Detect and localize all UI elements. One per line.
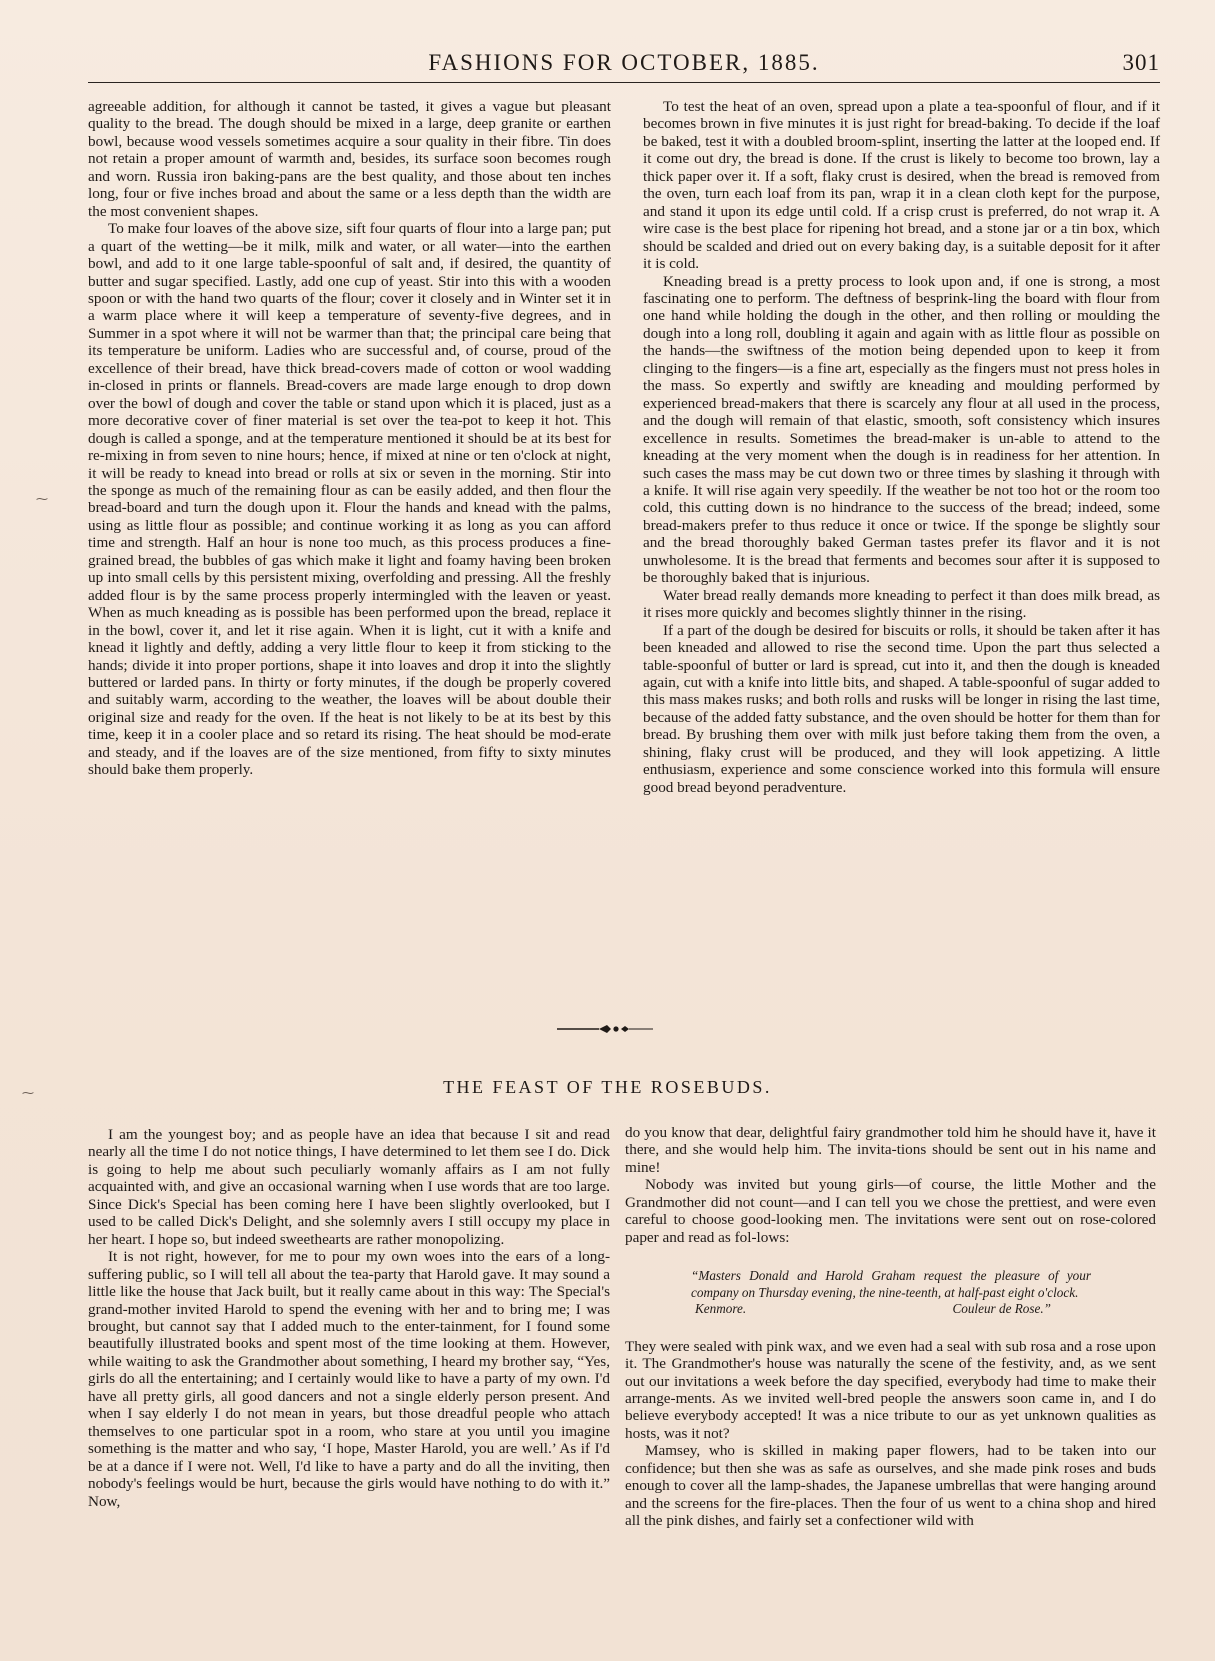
invitation-signature: Couleur de Rose.” <box>952 1301 1051 1317</box>
rosebuds-left-column <box>88 1126 610 1510</box>
paragraph: Mamsey, who is skilled in making paper flowers, had to be taken into our confidence; but then she was as safe as ourselves, and she made pink roses and buds enough to cover all the lamp-shades, the Japanese umbrellas that were hanging around and the screens for the fire-places. Then the four of us went to a china shop and hired all the pink dishes, and fairly set a confectioner wild with <box>625 1442 1156 1530</box>
margin-mark: ⁓ <box>22 1086 34 1100</box>
invitation-quote <box>691 1268 1091 1318</box>
article-title: THE FEAST OF THE ROSEBUDS. <box>443 1077 772 1097</box>
page-number: 301 <box>1122 50 1160 75</box>
margin-mark: ⁓ <box>36 492 48 506</box>
paragraph: do you know that dear, delightful fairy grandmother told him he should have it, have it there, and she would help him. The invita-tions should be sent out in his name and mine! <box>625 1124 1156 1176</box>
paragraph: To make four loaves of the above size, sift four quarts of flour into a large pan; put a quart of the wetting—be it milk, milk and water, or all water—into the earthen bowl, and add to it one large table-spoonful of salt and, if desired, the quantity of butter and sugar specified. Lastly, add one cup of yeast. Stir into this with a wooden spoon or with the hand two quarts of the flour; cover it closely and in Winter set it in a warm place where it will keep a temperature of seventy-five degrees, and in Summer in a spot where it will not be warmer than that; the principal care being that its temperature be uniform. Ladies who are successful and, of course, proud of the excellence of their bread, have thick bread-covers made of cotton or wool wadding in-closed in prints or flannels. Bread-covers are made large enough to drop down over the bowl of dough and cover the table or stand upon which it is placed, just as a more decorative cover of finer material is set over the tea-pot to keep it hot. This dough is called a sponge, and at the temperature mentioned it should be at its best for re-mixing in from seven to nine hours; hence, if mixed at nine or ten o'clock at night, it will be ready to knead into bread or rolls at six or seven in the morning. Stir into the sponge as much of the remaining flour as can be easily added, and then flour the bread-board and turn the dough upon it. Flour the hands and knead with the palms, using as little flour as possible; and continue working it as long as you can afford time and strength. Half an hour is none too much, as this process produces a fine-grained bread, the bubbles of gas which make it light and foamy having been broken up into small cells by this persistent mixing, overfolding and pressing. All the freshly added flour is by the same process properly intermingled with the leaven or yeast. When as much kneading as is possible has been performed upon the bread, replace it in the bowl, cover it, and let it rise again. When it is light, cut it with a knife and knead it lightly and deftly, adding a very little flour to keep it from sticking to the hands; divide it into proper portions, shape it into loaves and drop it into the slightly buttered or larded pans. In thirty or forty minutes, if the dough be properly covered and suitably warm, according to the weather, the loaves will be about double their original size and ready for the oven. If the heat is not likely to be at its best by this time, keep it in a cooler place and so retard its rising. The heat should be mod-erate and steady, and if the loaves are of the size mentioned, from fifty to sixty minutes should bake them properly. <box>88 220 611 779</box>
section-divider-ornament-icon <box>555 1022 665 1036</box>
paragraph: They were sealed with pink wax, and we even had a seal with sub rosa and a rose upon it. The Grandmother's house was naturally the scene of the festivity, and, as we sent out our invitations a week before the day specified, everybody had time to make their arrange-ments. As we invited well-bred people the answers soon came in, and I do believe everybody accepted! It was a nice tribute to our as yet unknown qualities as hosts, was it not? <box>625 1337 1156 1442</box>
paragraph: Water bread really demands more kneading to perfect it than does milk bread, as it rises more quickly and becomes slightly thinner in the rising. <box>643 586 1160 622</box>
paragraph: If a part of the dough be desired for biscuits or rolls, it should be taken after it has been kneaded and allowed to rise the second time. Upon the part thus selected a table-spoonful of butter or lard is spread, cut into it, and then the dough is kneaded again, cut with a knife into little bits, and shaped. A table-spoonful of sugar added to this mass makes rusks; and both rolls and rusks will be longer in rising the last time, because of the added fatty substance, and the oven should be hotter for them than for bread. By brushing them over with milk just before taking them from the oven, a shining, flaky crust will be produced, and they will look appetizing. A little enthusiasm, experience and some conscience worked into this formula will ensure good bread beyond peradventure. <box>643 621 1160 796</box>
paragraph: I am the youngest boy; and as people have an idea that because I sit and read nearly all the time I do not notice things, I have determined to let them see I do. Dick is going to help me about such peculiarly womanly affairs as I am not fully acquainted with, and give an occasional warning when I use words that are too large. Since Dick's Special has been coming here I have been slightly overlooked, but I used to be called Dick's Delight, and she solemnly avers I still occupy my place in her heart. I hope so, but indeed sweethearts are rather monopolizing. <box>88 1126 610 1248</box>
invitation-place: Kenmore. <box>695 1301 747 1317</box>
rosebuds-right-column <box>625 1124 1156 1530</box>
paragraph: agreeable addition, for although it cannot be tasted, it gives a vague but pleasant quality to the bread. The dough should be mixed in a large, deep granite or earthen bowl, because wood vessels sometimes acquire a sour quality in their fibre. Tin does not retain a proper amount of warmth and, besides, its surface soon becomes rough and worn. Russia iron baking-pans are the best quality, and those about ten inches long, four or five inches broad and about the same or a less depth than the width are the most convenient shapes. <box>88 98 611 220</box>
page-header-title: FASHIONS FOR OCTOBER, 1885. <box>428 50 820 75</box>
paragraph: It is not right, however, for me to pour my own woes into the ears of a long-suffering public, so I will tell all about the tea-party that Harold gave. It may sound a little like the house that Jack built, but it really came about in this way: The Special's grand-mother invited Harold to spend the evening with her and to bring me; I was brought, but cannot say that I added much to the enter-tainment, for I found some beautifully illustrated books and spent most of the time looking at them. However, while waiting to ask the Grandmother about something, I heard my brother say, “Yes, girls do all the entertaining; and I certainly would like to have a party of my own. I'd have all pretty girls, all good dancers and not a single elderly person present. And when I say elderly I do not mean in years, but those dreadful people who attach themselves to one particular spot in a room, who stare at you until you imagine something is the matter and who say, ‘I hope, Master Harold, you are well.’ As if I'd be at a dance if I were not. Well, I'd like to have a party and do all the inviting, then nobody's feelings would be hurt, because the girls would have nothing to do with it.” Now, <box>88 1248 610 1510</box>
bread-article-right-column <box>643 98 1160 796</box>
paragraph: Nobody was invited but young girls—of course, the little Mother and the Grandmother did not count—and I can tell you we chose the prettiest, and were even careful to choose good-looking men. The invitations were sent out on rose-colored paper and read as fol-lows: <box>625 1176 1156 1246</box>
invitation-text: “Masters Donald and Harold Graham request the pleasure of your company on Thursday evening, the nine-teenth, at half-past eight o'clock. <box>691 1268 1091 1300</box>
paragraph: Kneading bread is a pretty process to look upon and, if one is strong, a most fascinating one to perform. The deftness of besprink-ling the board with flour from one hand while holding the dough in the other, and then rolling or moulding the dough into a long roll, doubling it again and again with as little flour as possible on the hands—the swiftness of the motion being depended upon to keep it from clinging to the fingers—is a fine art, especially as the fingers must not press holes in the mass. So expertly and swiftly are kneading and moulding performed by experienced bread-makers that there is scarcely any flour at all used in the process, and the dough will remain of that elastic, smooth, soft consistency which insures excellence in results. Sometimes the bread-maker is un-able to attend to the kneading at the very moment when the dough is in readiness for her attention. In such cases the mass may be cut down two or three times by slashing it through with a knife. It will rise again very speedily. If the weather be not too hot or the room too cold, this cutting down is no hindrance to the success of the bread; indeed, some bread-makers prefer to thus reduce it once or twice. If the sponge be slightly sour and the bread thoroughly baked German tastes prefer its flavor and it is not unwholesome. It is the bread that ferments and becomes sour after it is supposed to be thoroughly baked that is injurious. <box>643 272 1160 587</box>
bread-article-left-column <box>88 98 611 779</box>
paragraph: To test the heat of an oven, spread upon a plate a tea-spoonful of flour, and if it becomes brown in five minutes it is just right for bread-baking. To decide if the loaf be baked, test it with a doubled broom-splint, inserting the latter at the looped end. If it come out dry, the bread is done. If the crust is likely to become too brown, lay a thick paper over it. If a soft, flaky crust is desired, when the bread is removed from the oven, turn each loaf from its pan, wrap it in a clean cloth kept for the purpose, and stand it upon its edge until cold. If a crisp crust is preferred, do not wrap it. A wire case is the best place for ripening hot bread, and a stone jar or a tin box, which should be scalded and dried out on every baking day, is a suitable deposit for it after it is cold. <box>643 98 1160 273</box>
running-header <box>88 48 1160 83</box>
